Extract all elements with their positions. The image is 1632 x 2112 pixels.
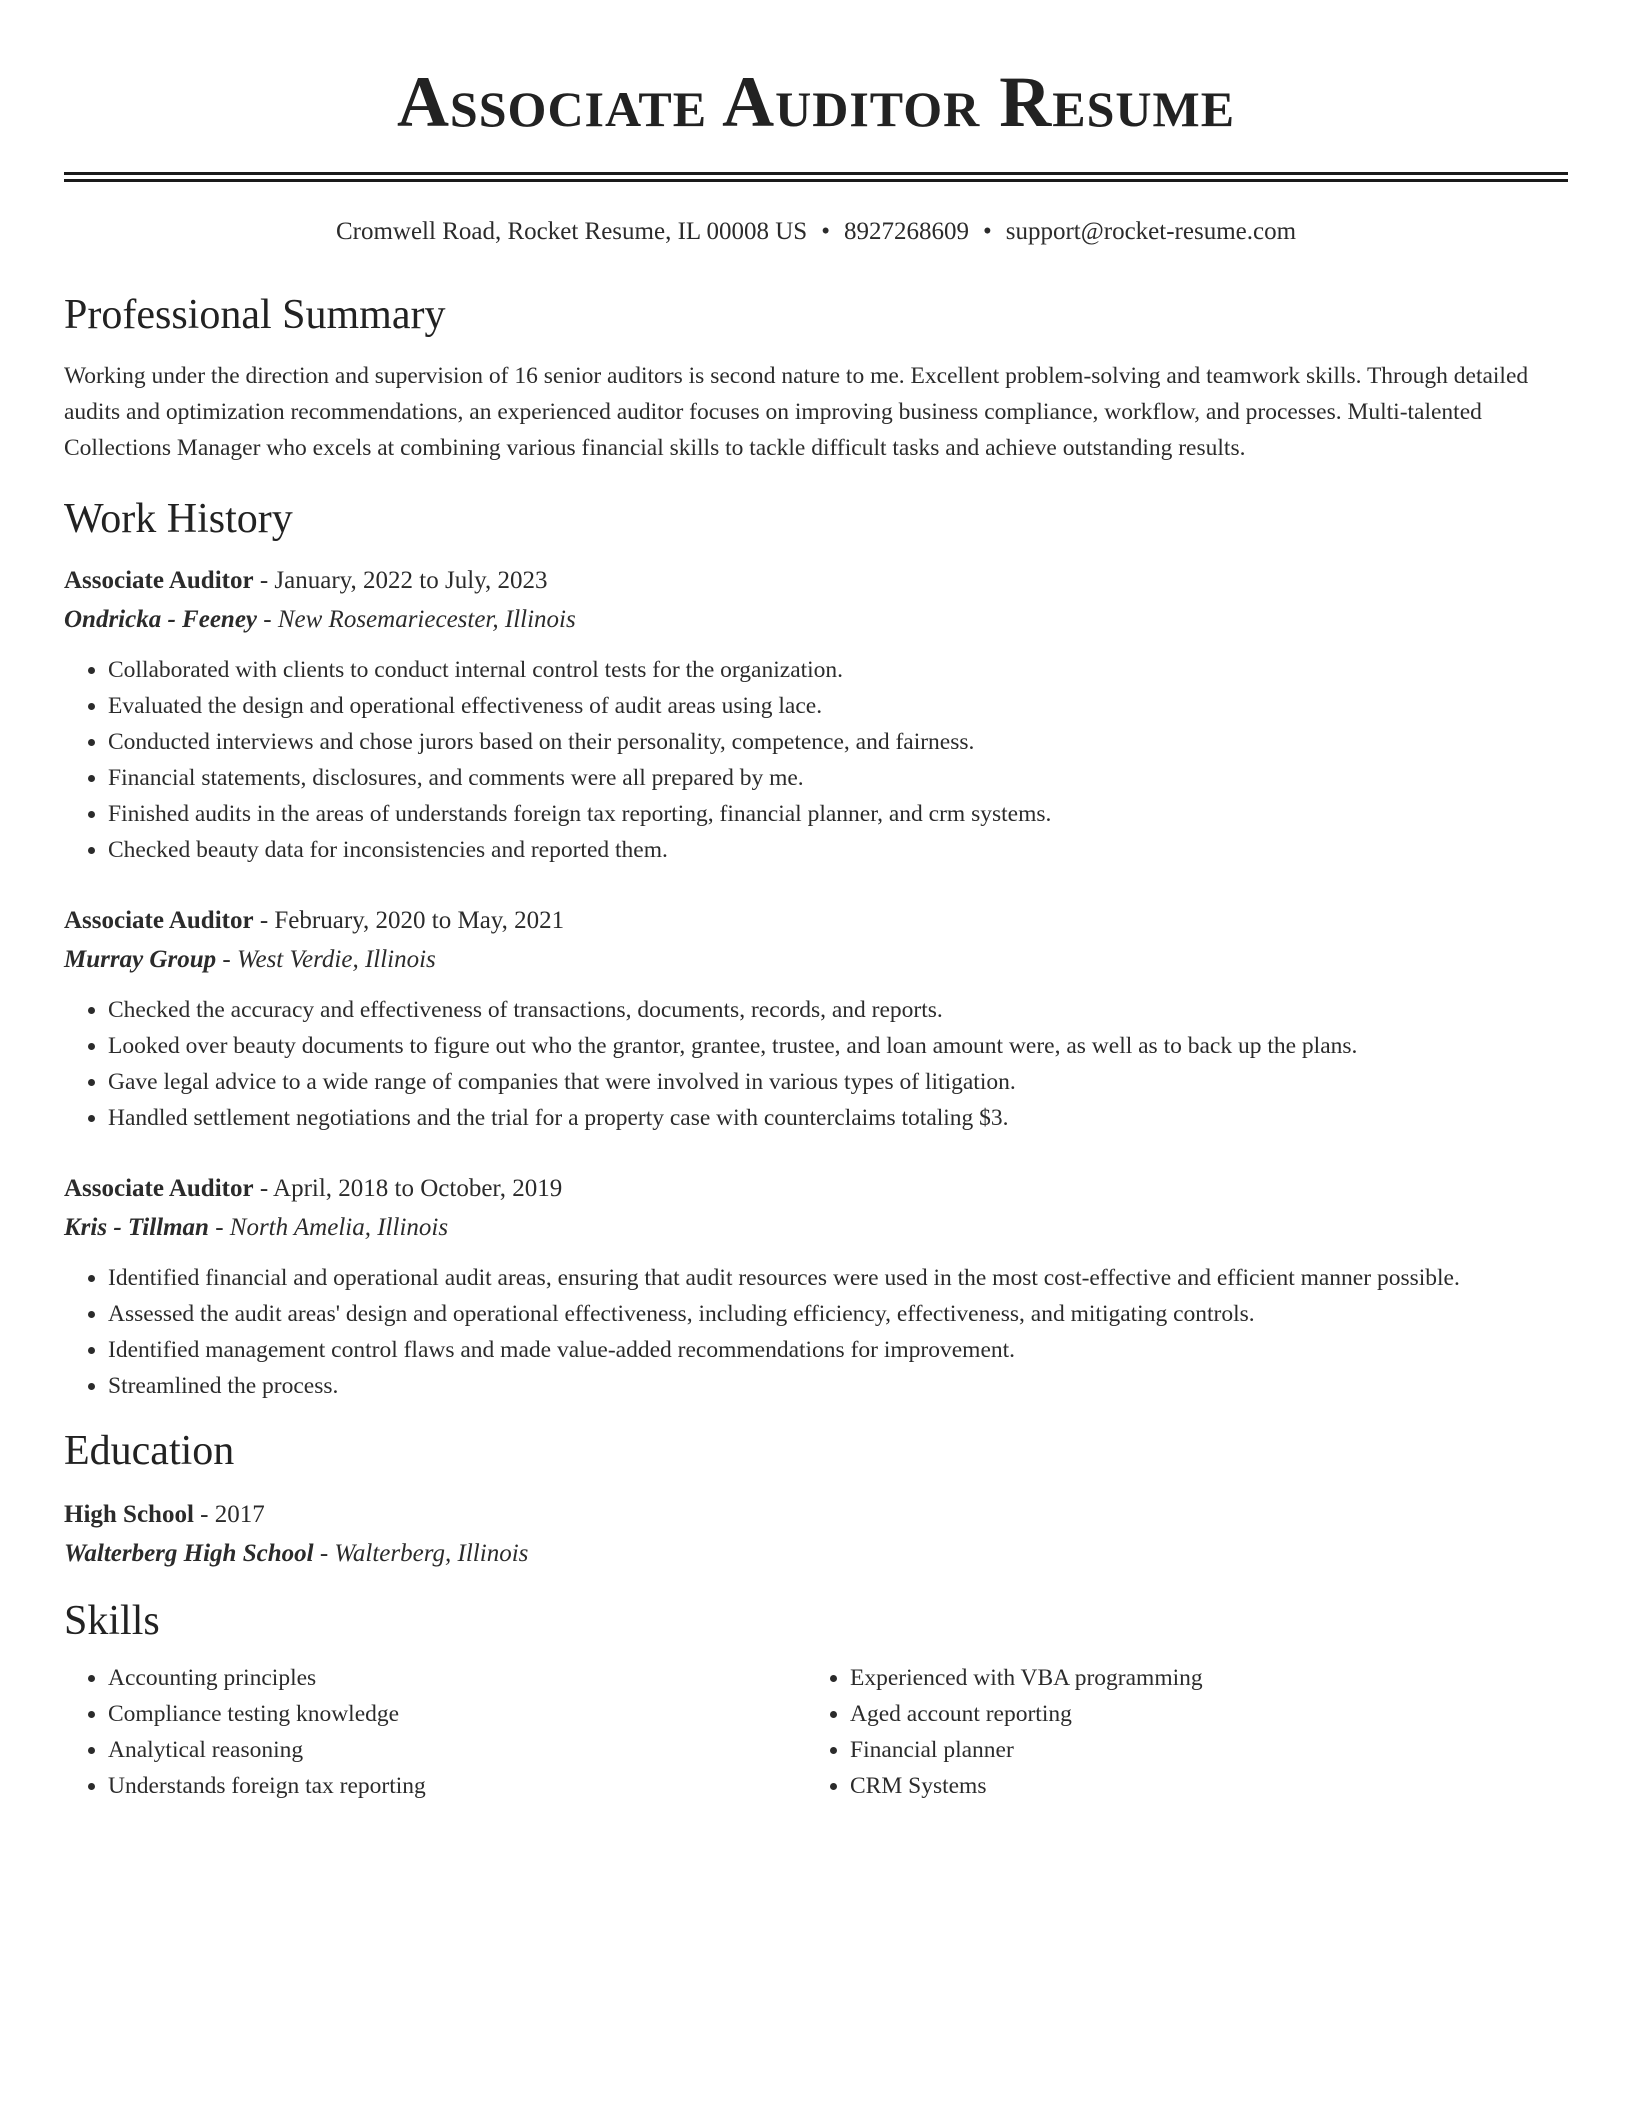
education-degree-line <box>64 1496 1568 1534</box>
skills-bullets <box>64 1660 806 1804</box>
job-employer: Ondricka - Feeney <box>64 606 258 633</box>
education-location: - Walterberg, Illinois <box>313 1540 529 1567</box>
education-school: Walterberg High School <box>64 1540 314 1567</box>
job-bullet: • Streamlined the process. <box>108 1368 1568 1404</box>
job-bullet: • Collaborated with clients to conduct internal control tests for the organization. <box>108 652 1568 688</box>
skill-item: • Understands foreign tax reporting <box>108 1768 806 1804</box>
job-employer-line <box>64 940 1568 980</box>
education-school-line <box>64 1534 1568 1574</box>
job-bullet: • Financial statements, disclosures, and comments were all prepared by me. <box>108 760 1568 796</box>
job-bullet: • Evaluated the design and operational effectiveness of audit areas using lace. <box>108 688 1568 724</box>
job-dates: - February, 2020 to May, 2021 <box>253 907 565 934</box>
job-employer-line <box>64 600 1568 640</box>
job-bullet: • Checked beauty data for inconsistencies and reported them. <box>108 832 1568 868</box>
contact-separator: • <box>821 218 830 245</box>
job-employer: Murray Group <box>64 946 217 973</box>
job-title-line <box>64 902 1568 940</box>
skill-item: • Accounting principles <box>108 1660 806 1696</box>
job-bullet: • Identified financial and operational audit areas, ensuring that audit resources were used in the most cost-effective and efficient manner possible. <box>108 1260 1568 1296</box>
summary-text: Working under the direction and supervision of 16 senior auditors is second nature to me. Excellent problem-solving and teamwork skills. Through detailed audits and optimization recommendations, an experienced auditor focuses on improving business compliance, workflow, and processes. Multi-talented Collections Manager who excels at combining various financial skills to tackle difficult tasks and achieve outstanding results. <box>64 363 1529 461</box>
work-history-heading: Work History <box>64 496 293 542</box>
job-title-line <box>64 1170 1568 1208</box>
education-degree: High School <box>64 1501 194 1528</box>
education-year: - 2017 <box>193 1501 265 1528</box>
job-title-line <box>64 562 1568 600</box>
job-role: Associate Auditor <box>64 567 254 594</box>
skills-column-right <box>806 1660 1548 1804</box>
job-bullet: • Conducted interviews and chose jurors based on their personality, competence, and fairness. <box>108 724 1568 760</box>
summary-heading: Professional Summary <box>64 292 446 338</box>
title-divider <box>64 172 1568 182</box>
skills-bullets <box>806 1660 1548 1804</box>
skills-column-left <box>64 1660 806 1804</box>
education-entry <box>64 1496 1568 1574</box>
skill-item: • Experienced with VBA programming <box>850 1660 1548 1696</box>
job-role: Associate Auditor <box>64 907 254 934</box>
contact-phone: 8927268609 <box>843 218 969 245</box>
skill-item: • Analytical reasoning <box>108 1732 806 1768</box>
skill-item: • CRM Systems <box>850 1768 1548 1804</box>
education-heading: Education <box>64 1428 235 1474</box>
contact-address: Cromwell Road, Rocket Resume, IL 00008 US <box>335 218 808 245</box>
job-employer: Kris - Tillman <box>64 1214 209 1241</box>
skill-item: • Compliance testing knowledge <box>108 1696 806 1732</box>
job-location: - New Rosemariecester, Illinois <box>257 606 576 633</box>
job-entry <box>64 562 1568 868</box>
job-bullet: • Checked the accuracy and effectiveness of transactions, documents, records, and reports. <box>108 992 1568 1028</box>
contact-separator: • <box>982 218 992 245</box>
skills-heading: Skills <box>64 1598 160 1644</box>
job-bullet: • Finished audits in the areas of understands foreign tax reporting, financial planner, and crm systems. <box>108 796 1568 832</box>
job-bullet: • Gave legal advice to a wide range of companies that were involved in various types of litigation. <box>108 1064 1568 1100</box>
job-dates: - January, 2022 to July, 2023 <box>253 567 548 594</box>
skill-item: • Aged account reporting <box>850 1696 1548 1732</box>
job-bullet: • Identified management control flaws and made value-added recommendations for improvement. <box>108 1332 1568 1368</box>
contact-line <box>64 216 1568 248</box>
job-bullets <box>64 652 1568 868</box>
job-bullets <box>64 1260 1568 1404</box>
job-bullet: • Handled settlement negotiations and the trial for a property case with counterclaims totaling $3. <box>108 1100 1568 1136</box>
job-dates: - April, 2018 to October, 2019 <box>253 1175 563 1202</box>
skill-item: • Financial planner <box>850 1732 1548 1768</box>
job-location: - North Amelia, Illinois <box>208 1214 449 1241</box>
job-employer-line <box>64 1208 1568 1248</box>
contact-email: support@rocket-resume.com <box>1005 218 1297 245</box>
job-entry <box>64 902 1568 1136</box>
job-entry <box>64 1170 1568 1404</box>
resume-title: Associate Auditor Resume <box>396 62 1236 142</box>
job-bullet: • Assessed the audit areas' design and operational effectiveness, including efficiency, effectiveness, and mitigating controls. <box>108 1296 1568 1332</box>
job-location: - West Verdie, Illinois <box>216 946 436 973</box>
skills-list <box>64 1660 1568 1804</box>
job-bullet: • Looked over beauty documents to figure out who the grantor, grantee, trustee, and loan amount were, as well as to back up the plans. <box>108 1028 1568 1064</box>
job-role: Associate Auditor <box>64 1175 254 1202</box>
job-bullets <box>64 992 1568 1136</box>
